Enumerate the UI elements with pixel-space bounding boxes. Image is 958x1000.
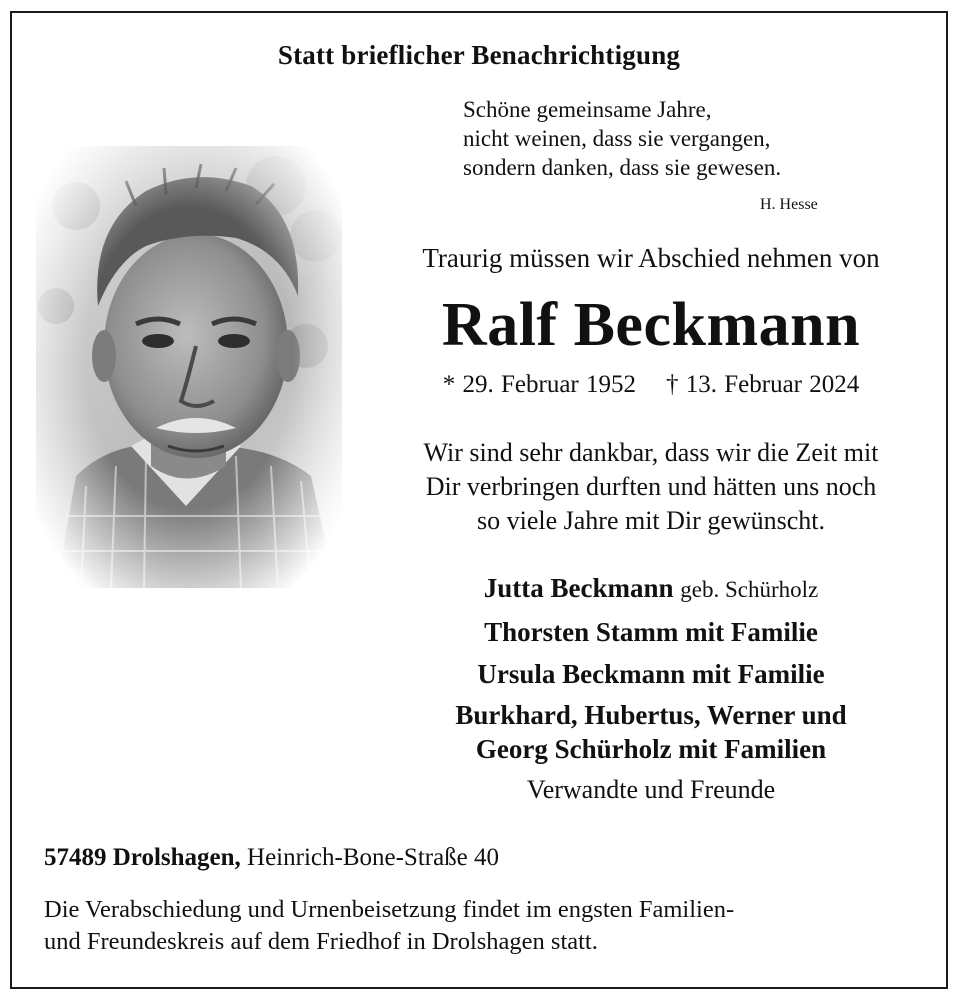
life-dates <box>386 371 916 399</box>
deceased-name: Ralf Beckmann <box>441 291 861 359</box>
poem-line: sondern danken, dass sie gewesen. <box>463 155 782 180</box>
ceremony-line: Die Verabschiedung und Urnenbeisetzung findet im engsten Familien- <box>44 896 735 923</box>
address-street: Heinrich-Bone-Straße 40 <box>247 844 500 871</box>
portrait-photo <box>36 146 342 588</box>
mourner-siblings <box>386 698 916 766</box>
poem <box>463 95 863 182</box>
mourner-jutta <box>386 570 916 608</box>
thanks-line: Dir verbringen durften und hätten uns noch <box>425 472 877 501</box>
death-date: † 13. Februar 2024 <box>666 371 860 398</box>
mourner-thorsten: Thorsten Stamm mit Familie <box>484 617 818 647</box>
mourner-siblings-line: Georg Schürholz mit Familien <box>475 734 827 764</box>
birth-date: * 29. Februar 1952 <box>442 371 636 398</box>
intro-text: Traurig müssen wir Abschied nehmen von <box>422 243 880 273</box>
mourners-list <box>386 570 916 814</box>
address <box>44 844 499 872</box>
thanks-line: so viele Jahre mit Dir gewünscht. <box>476 506 826 535</box>
thanks-text <box>386 436 916 538</box>
mourner-name: Jutta Beckmann <box>483 573 674 603</box>
ceremony-line: und Freundeskreis auf dem Friedhof in Drolshagen statt. <box>44 928 598 955</box>
mourner-relatives: Verwandte und Freunde <box>526 775 776 804</box>
notice-heading: Statt brieflicher Benachrichtigung <box>277 40 681 70</box>
poem-line: nicht weinen, dass sie vergangen, <box>463 126 771 151</box>
poem-line: Schöne gemeinsame Jahre, <box>463 97 712 122</box>
thanks-line: Wir sind sehr dankbar, dass wir die Zeit mit <box>423 438 879 467</box>
poem-author: H. Hesse <box>760 196 818 213</box>
mourner-note: geb. Schürholz <box>680 577 819 602</box>
mourner-siblings-line: Burkhard, Hubertus, Werner und <box>455 700 847 730</box>
ceremony-info <box>44 894 924 958</box>
address-place: 57489 Drolshagen, <box>44 844 241 871</box>
mourner-ursula: Ursula Beckmann mit Familie <box>477 659 825 689</box>
